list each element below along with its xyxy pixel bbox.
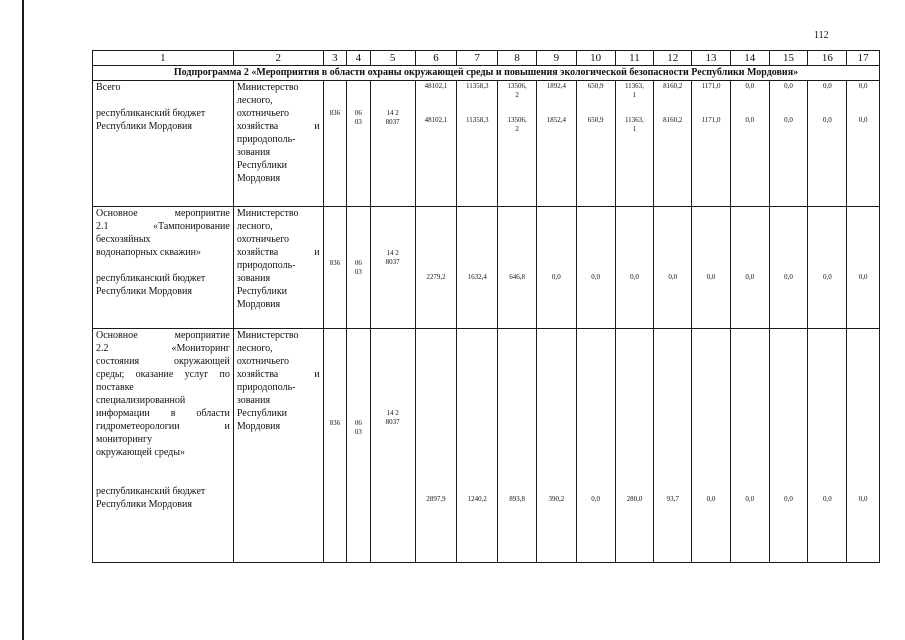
csr-code: 14 2 (386, 109, 399, 117)
column-number: 14 (730, 51, 769, 66)
activity-cell (93, 207, 234, 329)
column-number: 16 (808, 51, 847, 66)
executor-cell (233, 207, 323, 329)
rzpr-cell (347, 329, 370, 563)
value-text: 0,0 (668, 273, 678, 281)
csr-cell (370, 207, 415, 329)
value-cell (415, 329, 457, 563)
value-cell (576, 81, 615, 207)
value-cell (730, 329, 769, 563)
value-text: 1171,0 (701, 82, 721, 90)
value-text: 0,0 (858, 273, 868, 281)
value-text: 8160,2 (663, 82, 683, 90)
executor-line: Республики (236, 160, 288, 171)
value-cell (847, 329, 880, 563)
value-text: 2897,9 (426, 495, 446, 503)
total-value (731, 82, 769, 91)
value-text: 0,0 (591, 273, 601, 281)
activity-label-line: Основное мероприятие (96, 330, 230, 341)
rzpr-code: 03 (354, 268, 362, 276)
value-text: 280,0 (626, 495, 643, 503)
executor-line: лесного, (236, 221, 273, 232)
value-text: 1171,0 (701, 116, 721, 124)
column-number: 9 (536, 51, 576, 66)
value-text: 48102,1 (424, 116, 448, 124)
budget-value (847, 116, 879, 125)
value-text: 0,0 (822, 495, 832, 503)
executor-line: хозяйства и (236, 369, 320, 380)
value-text: 0,0 (822, 116, 832, 124)
executor-line: Министерство (236, 330, 299, 341)
budget-value (457, 116, 497, 125)
column-number: 11 (615, 51, 654, 66)
value-text: 0,0 (706, 495, 716, 503)
total-value (498, 82, 536, 100)
value-cell (415, 207, 457, 329)
executor-line: зования (236, 273, 271, 284)
program-table (92, 50, 880, 563)
value-cell (654, 207, 692, 329)
value-text: 0,0 (745, 116, 755, 124)
value-text: 0,0 (784, 495, 793, 503)
budget-value (770, 273, 808, 282)
value-cell (457, 207, 498, 329)
budget-value (731, 495, 769, 504)
value-cell (808, 329, 847, 563)
rzpr-code: 03 (354, 428, 362, 436)
value-cell (457, 81, 498, 207)
value-cell (847, 207, 880, 329)
value-text: 11358,3 (466, 82, 489, 90)
executor-line: природополь- (236, 260, 296, 271)
value-text: 893,8 (509, 495, 525, 503)
budget-value (808, 495, 846, 504)
grbs-cell (323, 81, 346, 207)
budget-label-line: республиканский бюджет (96, 273, 206, 284)
rzpr-code: 03 (354, 118, 362, 126)
value-cell (769, 207, 808, 329)
activity-cell (93, 81, 234, 207)
budget-label-line: республиканский бюджет (96, 108, 206, 119)
value-text: 390,2 (548, 495, 565, 503)
column-number: 2 (233, 51, 323, 66)
value-cell (730, 207, 769, 329)
rzpr-cell (347, 207, 370, 329)
value-cell (536, 207, 576, 329)
budget-value (616, 495, 654, 504)
budget-value (416, 273, 457, 282)
budget-value (498, 495, 536, 504)
value-cell (498, 329, 537, 563)
table-row (93, 329, 880, 563)
activity-label-line: поставке (96, 382, 134, 393)
value-text: 1892,4 (546, 82, 566, 90)
rzpr-code: 06 (354, 419, 362, 427)
value-text: 0,0 (822, 273, 832, 281)
executor-line: Мордовия (236, 299, 281, 310)
budget-value (770, 116, 808, 125)
value-text: 2 (515, 125, 519, 133)
value-text: 2279,2 (426, 273, 446, 281)
budget-value (537, 495, 576, 504)
column-number: 3 (323, 51, 346, 66)
value-text: 0,0 (745, 82, 755, 90)
budget-value (654, 495, 691, 504)
column-number: 12 (654, 51, 692, 66)
budget-value (457, 495, 497, 504)
budget-value (808, 116, 846, 125)
value-text: 0,0 (745, 495, 755, 503)
activity-label-line: среды; оказание услуг по (96, 369, 230, 380)
row-label: Всего (96, 82, 121, 93)
total-value (770, 82, 808, 91)
column-number: 8 (498, 51, 537, 66)
executor-cell (233, 81, 323, 207)
value-text: 0,0 (822, 82, 832, 90)
executor-line: природополь- (236, 382, 296, 393)
budget-value (457, 273, 497, 282)
value-cell (615, 207, 654, 329)
activity-label-line: бесхозяйных (96, 234, 151, 245)
value-cell (536, 329, 576, 563)
executor-line: охотничьего (236, 234, 290, 245)
executor-line: хозяйства и (236, 121, 320, 132)
total-value (808, 82, 846, 91)
executor-line: природополь- (236, 134, 296, 145)
executor-line: Мордовия (236, 173, 281, 184)
value-text: 1852,4 (546, 116, 566, 124)
value-text: 8160,2 (663, 116, 683, 124)
budget-value (416, 495, 457, 504)
value-text: 0,0 (745, 273, 755, 281)
executor-line: лесного, (236, 343, 273, 354)
grbs-code: 836 (329, 109, 341, 117)
value-cell (847, 81, 880, 207)
budget-label-line: республиканский бюджет (96, 486, 206, 497)
value-cell (692, 329, 731, 563)
value-cell (615, 329, 654, 563)
budget-value (847, 273, 879, 282)
column-number: 6 (415, 51, 457, 66)
value-text: 0,0 (784, 82, 793, 90)
value-text: 0,0 (858, 82, 868, 90)
value-text: 93,7 (666, 495, 679, 503)
executor-line: лесного, (236, 95, 273, 106)
value-cell (498, 81, 537, 207)
value-cell (692, 207, 731, 329)
budget-value (654, 116, 691, 125)
value-text: 2 (515, 91, 519, 99)
executor-line: Республики (236, 408, 288, 419)
subprogram-row (93, 66, 880, 81)
value-cell (808, 207, 847, 329)
rzpr-code: 06 (354, 259, 362, 267)
column-number: 1 (93, 51, 234, 66)
budget-value (692, 116, 730, 125)
activity-label-line: информации в области (96, 408, 230, 419)
executor-line: Министерство (236, 82, 299, 93)
binding-edge-line (22, 0, 24, 640)
total-value (616, 82, 654, 100)
column-number: 7 (457, 51, 498, 66)
budget-value (808, 273, 846, 282)
total-value (847, 82, 879, 91)
activity-label-line: окружающей среды» (96, 447, 185, 458)
rzpr-code: 06 (354, 109, 362, 117)
csr-cell (370, 329, 415, 563)
grbs-code: 836 (329, 259, 341, 267)
budget-value (416, 116, 457, 125)
budget-value (537, 116, 576, 125)
activity-cell (93, 329, 234, 563)
activity-label-line: состояния окружающей (96, 356, 230, 367)
total-value (537, 82, 576, 91)
value-cell (415, 81, 457, 207)
budget-value (692, 273, 730, 282)
grbs-cell (323, 329, 346, 563)
value-text: 1240,2 (467, 495, 487, 503)
value-text: 650,9 (587, 82, 604, 90)
column-number: 4 (347, 51, 370, 66)
value-cell (576, 207, 615, 329)
value-text: 0,0 (591, 495, 601, 503)
executor-line: зования (236, 147, 271, 158)
value-text: 1632,4 (467, 273, 487, 281)
column-number: 5 (370, 51, 415, 66)
activity-label-line: мониторингу (96, 434, 153, 445)
budget-label-line: Республики Мордовия (96, 499, 192, 510)
value-text: 0,0 (784, 116, 793, 124)
budget-value (654, 273, 691, 282)
executor-line: Республики (236, 286, 288, 297)
executor-line: зования (236, 395, 271, 406)
value-text: 0,0 (630, 273, 639, 281)
activity-label-line: Основное мероприятие (96, 208, 230, 219)
value-text: 11363, (624, 116, 644, 124)
csr-cell (370, 81, 415, 207)
value-cell (654, 81, 692, 207)
csr-code: 8037 (385, 118, 400, 126)
column-number: 17 (847, 51, 880, 66)
value-cell (769, 81, 808, 207)
rzpr-cell (347, 81, 370, 207)
executor-line: охотничьего (236, 356, 290, 367)
value-text: 0,0 (858, 116, 868, 124)
total-value (416, 82, 457, 91)
total-value (457, 82, 497, 91)
activity-label-line: 2.2 «Мониторинг (96, 343, 230, 354)
budget-value (577, 273, 615, 282)
executor-line: Мордовия (236, 421, 281, 432)
activity-label-line: специализированной (96, 395, 186, 406)
budget-value (616, 116, 654, 134)
activity-label-line: 2.1 «Тампонирование (96, 221, 230, 232)
page-number: 112 (814, 30, 829, 41)
value-cell (730, 81, 769, 207)
value-cell (576, 329, 615, 563)
budget-label-line: Республики Мордовия (96, 286, 192, 297)
value-text: 48102,1 (424, 82, 448, 90)
value-text: 1 (632, 125, 637, 133)
value-text: 1 (632, 91, 637, 99)
value-text: 13506, (507, 82, 527, 90)
value-cell (808, 81, 847, 207)
budget-value (731, 273, 769, 282)
value-text: 0,0 (551, 273, 561, 281)
value-text: 13506, (507, 116, 527, 124)
value-cell (457, 329, 498, 563)
activity-label-line: гидрометеорологии и (96, 421, 230, 432)
grbs-code: 836 (329, 419, 341, 427)
budget-value (498, 273, 536, 282)
budget-value (692, 495, 730, 504)
budget-value (498, 116, 536, 134)
budget-value (731, 116, 769, 125)
activity-label-lines (96, 329, 230, 459)
column-number-row (93, 51, 880, 66)
column-number: 10 (576, 51, 615, 66)
budget-value (770, 495, 808, 504)
value-text: 11363, (624, 82, 644, 90)
csr-code: 8037 (385, 418, 400, 426)
total-value (654, 82, 691, 91)
subprogram-title: Подпрограмма 2 «Мероприятия в области охраны окружающей среды и повышения экологической безопасности Республики Мордовия» (93, 66, 880, 81)
value-text: 646,8 (509, 273, 525, 281)
total-value (692, 82, 730, 91)
activity-label-line: водонапорных скважин» (96, 247, 201, 258)
total-value (577, 82, 615, 91)
budget-value (616, 273, 654, 282)
csr-code: 8037 (385, 258, 400, 266)
executor-cell (233, 329, 323, 563)
value-cell (769, 329, 808, 563)
csr-code: 14 2 (386, 409, 399, 417)
grbs-cell (323, 207, 346, 329)
value-cell (615, 81, 654, 207)
budget-value (577, 116, 615, 125)
budget-value (537, 273, 576, 282)
value-text: 650,9 (587, 116, 604, 124)
budget-value (847, 495, 879, 504)
value-text: 11358,3 (466, 116, 489, 124)
budget-label-line: Республики Мордовия (96, 121, 192, 132)
value-text: 0,0 (706, 273, 716, 281)
value-cell (692, 81, 731, 207)
value-cell (654, 329, 692, 563)
table-row (93, 81, 880, 207)
value-cell (498, 207, 537, 329)
budget-value (577, 495, 615, 504)
csr-code: 14 2 (386, 249, 399, 257)
executor-line: Министерство (236, 208, 299, 219)
table-row (93, 207, 880, 329)
column-number: 15 (769, 51, 808, 66)
executor-line: хозяйства и (236, 247, 320, 258)
executor-line: охотничьего (236, 108, 290, 119)
value-cell (536, 81, 576, 207)
value-text: 0,0 (858, 495, 868, 503)
column-number: 13 (692, 51, 731, 66)
value-text: 0,0 (784, 273, 793, 281)
